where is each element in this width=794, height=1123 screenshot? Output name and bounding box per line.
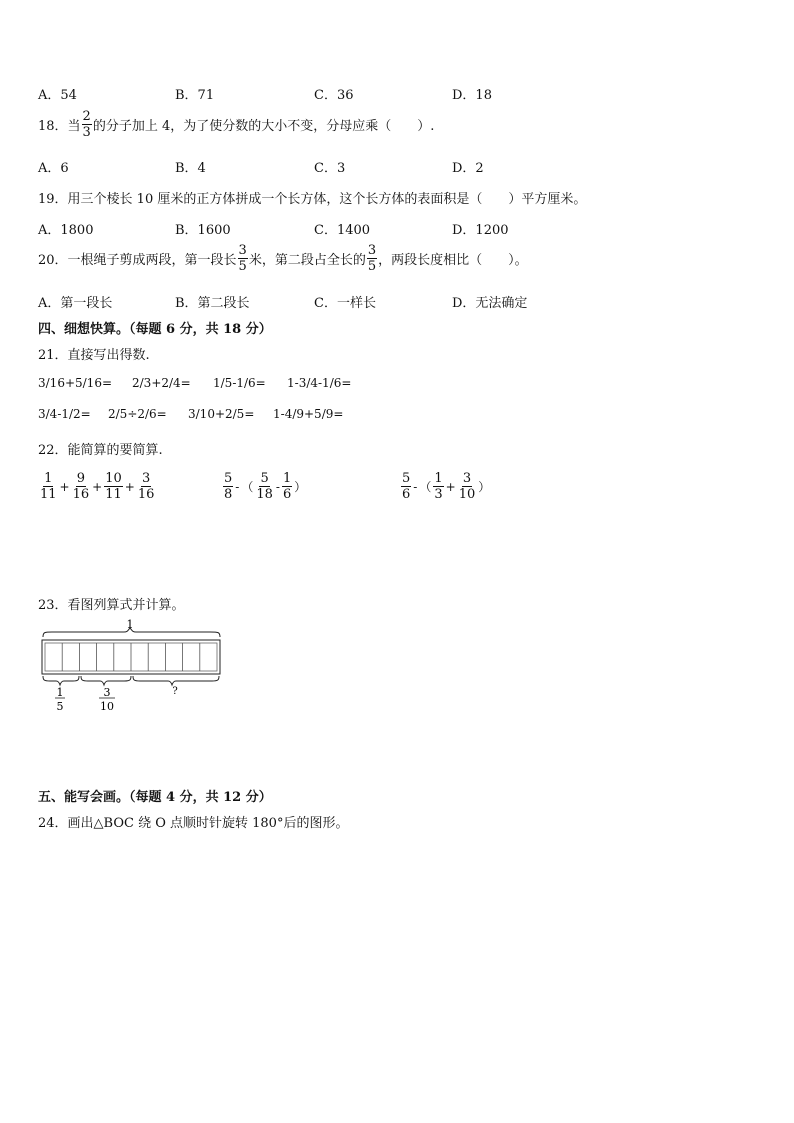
frac-num: 3 [462,471,472,486]
minus-operator: - [413,479,418,494]
fraction [282,472,292,501]
left-paren: （ [419,480,432,494]
q18-frac-num: 2 [82,109,91,124]
question-21-title: 21．直接写出得数. [38,348,150,363]
left-paren: （ [241,480,254,494]
plus-operator: + [92,479,103,494]
fraction [137,472,156,501]
q18-option-a: A．6 [38,161,69,176]
frac-den: 16 [137,487,155,502]
calc-item: 3/4-1/2= [38,407,91,421]
fraction [39,472,58,501]
q18-option-b: B．4 [175,161,206,176]
section-4-heading: 四、细想快算。（每题 6 分，共 18 分） [38,322,272,337]
q20-fraction-1 [238,244,248,273]
fraction [458,472,477,501]
q18-suffix: 的分子加上 4，为了使分数的大小不变，分母应乘（ ）. [92,119,435,134]
fraction [72,472,91,501]
q17-option-a: A．54 [38,88,77,103]
frac-den: 18 [256,487,273,502]
segment-2-num: 3 [103,686,111,699]
frac-den: 11 [105,487,122,502]
question-20 [38,244,528,273]
frac-den: 10 [458,487,476,502]
q20-option-d: D．无法确定 [452,296,528,311]
whole-label: 1 [126,618,134,631]
calc-item: 1-3/4-1/6= [287,376,352,390]
fraction [223,472,233,501]
segment-1-num: 1 [56,686,64,699]
q19-option-a: A．1800 [38,223,94,238]
section-5-heading: 五、能写会画。（每题 4 分，共 12 分） [38,790,272,805]
frac-den: 6 [282,487,292,502]
question-18 [38,110,434,139]
plus-operator: + [124,479,135,494]
calc-item: 2/3+2/4= [132,376,191,390]
q20-frac2-den: 5 [367,259,377,274]
right-paren: ） [294,480,307,494]
q19-option-d: D．1200 [452,223,509,238]
frac-den: 8 [224,487,233,502]
q20-option-c: C．一样长 [314,296,376,311]
frac-num: 5 [260,471,269,486]
q17-option-b: B．71 [175,88,215,103]
brace-segment-2 [81,676,131,685]
q18-fraction [82,110,92,139]
plus-operator: + [59,479,70,494]
plus-operator: + [445,479,456,494]
q18-frac-den: 3 [82,125,91,140]
q20-frac1-den: 5 [238,259,247,274]
q20-option-a: A．第一段长 [38,296,113,311]
frac-num: 1 [44,471,53,486]
fraction [255,472,274,501]
frac-num: 3 [141,471,151,486]
brace-segment-3 [133,676,219,685]
q17-option-c: C．36 [314,88,354,103]
q18-option-c: C．3 [314,161,346,176]
frac-den: 16 [72,487,90,502]
frac-den: 3 [434,487,443,502]
frac-den: 6 [402,487,411,502]
q22-expression-3 [400,472,491,501]
minus-operator: - [275,479,280,494]
segment-bar-diagram [40,618,230,718]
right-paren: ） [478,480,491,494]
calc-item: 1/5-1/6= [213,376,266,390]
q22-expression-1 [38,472,156,501]
q22-expression-2 [222,472,307,501]
q17-option-d: D．18 [452,88,492,103]
q20-fraction-2 [367,244,377,273]
fraction-diagram [40,618,230,718]
segment-2-den: 10 [100,700,114,713]
calc-item: 2/5÷2/6= [108,407,167,421]
q18-option-d: D．2 [452,161,484,176]
fraction [104,472,123,501]
frac-num: 5 [224,471,233,486]
frac-num: 10 [105,471,122,486]
q20-frac2-num: 3 [367,243,377,258]
calc-item: 1-4/9+5/9= [273,407,344,421]
q20-option-b: B．第二段长 [175,296,250,311]
calc-item: 3/16+5/16= [38,376,113,390]
frac-num: 5 [402,471,411,486]
calc-item: 3/10+2/5= [188,407,255,421]
question-22-title: 22．能简算的要简算. [38,443,163,458]
q19-option-b: B．1600 [175,223,231,238]
brace-segment-1 [43,676,79,685]
q20-suffix: ，两段长度相比（ ）。 [378,253,528,268]
question-19: 19．用三个棱长 10 厘米的正方体拼成一个长方体，这个长方体的表面积是（ ）平方厘米。 [38,192,587,207]
frac-num: 9 [76,471,86,486]
q20-mid: 米，第二段占全长的 [248,253,366,268]
fraction [401,472,411,501]
fraction [433,472,443,501]
minus-operator: - [235,479,240,494]
frac-num: 1 [434,471,443,486]
q18-prefix: 18．当 [38,119,81,134]
q19-option-c: C．1400 [314,223,371,238]
frac-num: 1 [282,471,292,486]
question-23-title: 23．看图列算式并计算。 [38,598,185,613]
q20-frac1-num: 3 [238,243,247,258]
unknown-label: ? [172,686,178,697]
q20-prefix: 20．一根绳子剪成两段，第一段长 [38,253,237,268]
question-24: 24．画出△BOC 绕 O 点顺时针旋转 180°后的图形。 [38,816,349,831]
frac-den: 11 [40,487,57,502]
segment-1-den: 5 [56,700,64,713]
